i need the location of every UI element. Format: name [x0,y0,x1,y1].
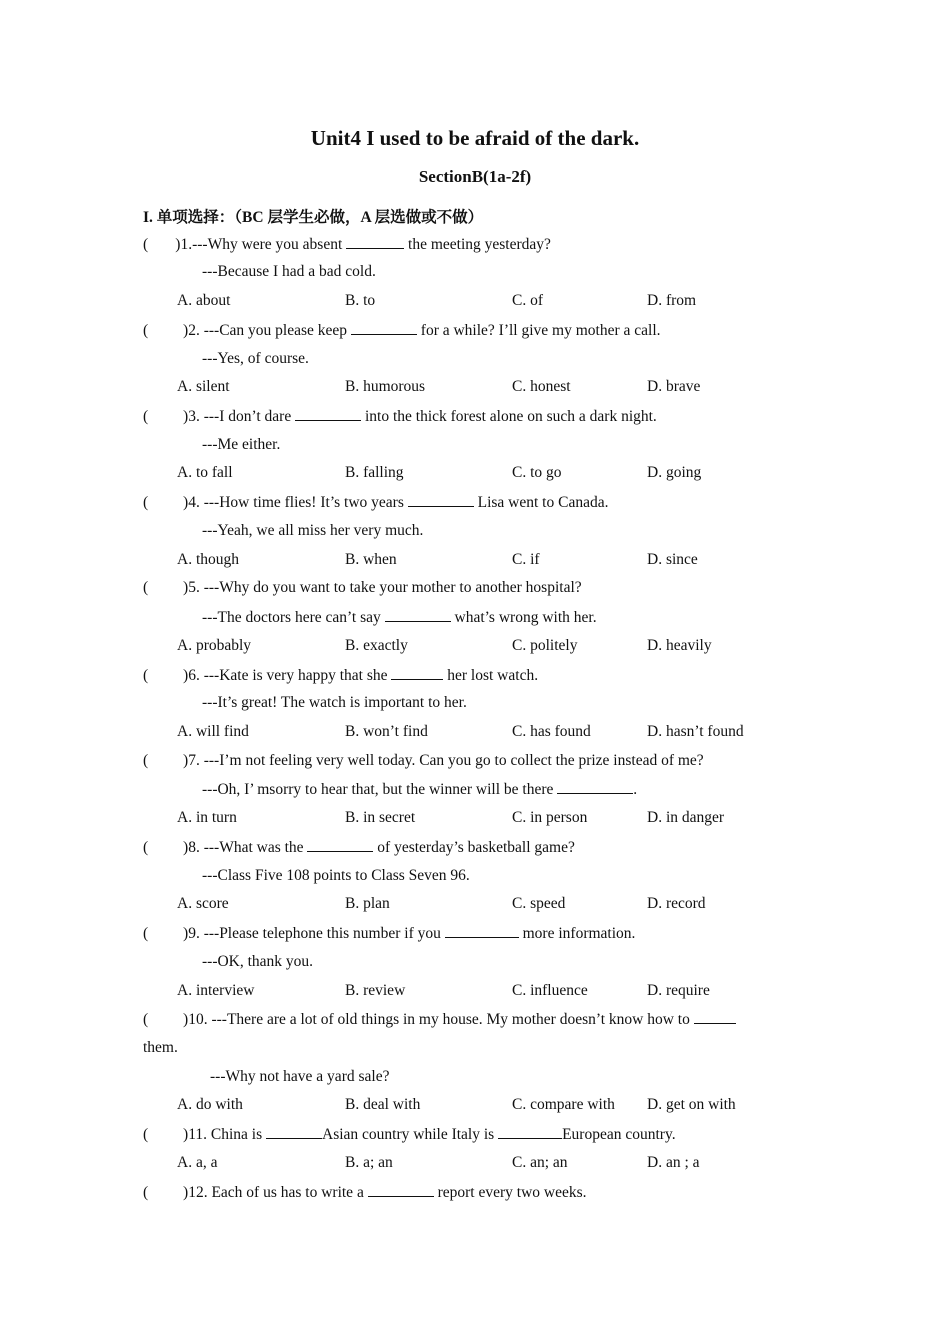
question-7 [143,751,704,771]
question-stem: into the thick forest alone on such a dark night. [361,408,657,425]
option-d: D. require [647,982,710,999]
answer-paren[interactable]: ( ) [143,1184,189,1201]
question-1 [143,234,551,255]
option-a: A. a, a [177,1154,218,1171]
option-a: A. interview [177,982,255,999]
answer-blank [385,607,451,622]
question-number: 4. [188,494,200,511]
answer-paren[interactable]: ( ) [143,667,189,684]
question-2-reply: ---Yes, of course. [202,350,309,367]
question-3 [143,406,657,427]
option-b: B. deal with [345,1096,421,1113]
option-b: B. won’t find [345,723,428,740]
question-stem: China is [207,1126,267,1143]
option-a: A. though [177,551,239,568]
question-12 [143,1182,587,1203]
question-stem: her lost watch. [443,667,539,684]
question-stem: ---There are a lot of old things in my house. My mother doesn’t know how to [207,1011,694,1028]
question-7-reply [202,779,637,800]
reply-text: ---Oh, I’ msorry to hear that, but the winner will be there [202,781,558,798]
option-c: C. if [512,551,540,568]
option-c: C. of [512,292,543,309]
option-c: C. in person [512,809,588,826]
question-5 [143,578,582,598]
option-b: B. falling [345,464,404,481]
option-d: D. get on with [647,1096,736,1113]
answer-blank [445,923,519,938]
option-c: C. has found [512,723,591,740]
question-5-reply [202,607,597,628]
option-b: B. a; an [345,1154,393,1171]
answer-blank [295,406,361,421]
question-stem: ---How time flies! It’s two years [199,494,408,511]
question-10 [143,1009,736,1030]
answer-paren[interactable]: ( ) [143,1011,189,1028]
question-stem: ---Kate is very happy that she [199,667,392,684]
answer-paren[interactable]: ( ) [143,322,189,339]
question-number: 1. [180,236,193,253]
question-9-reply: ---OK, thank you. [202,953,314,970]
option-d: D. an ; a [647,1154,700,1171]
reply-text: . [633,781,638,798]
question-2 [143,320,661,341]
question-6-reply: ---It’s great! The watch is important to her. [202,694,467,711]
question-number: 3. [188,408,200,425]
option-b: B. when [345,551,397,568]
option-c: C. an; an [512,1154,568,1171]
answer-blank [408,492,474,507]
question-number: 2. [188,322,200,339]
question-8-reply: ---Class Five 108 points to Class Seven 96. [202,867,470,884]
answer-blank [694,1009,736,1024]
question-number: 10. [188,1011,208,1028]
option-a: A. probably [177,637,252,654]
question-8 [143,837,575,858]
question-6 [143,665,538,686]
answer-paren[interactable]: ( ) [143,925,189,942]
answer-paren[interactable]: ( ) [143,579,189,596]
option-d: D. since [647,551,698,568]
option-c: C. honest [512,378,571,395]
question-stem: ---I’m not feeling very well today. Can you go to collect the prize instead of me? [199,752,704,769]
page-title: Unit4 I used to be afraid of the dark. [310,126,640,150]
answer-blank [346,234,404,249]
option-a: A. do with [177,1096,243,1113]
option-c: C. politely [512,637,578,654]
question-9 [143,923,635,944]
question-stem: ---Please telephone this number if you [199,925,445,942]
question-stem: ---Can you please keep [199,322,351,339]
answer-blank [307,837,373,852]
question-stem: Each of us has to write a [207,1184,368,1201]
answer-paren[interactable]: ( ) [143,408,189,425]
page-subtitle: SectionB(1a-2f) [418,167,532,186]
answer-paren[interactable]: ( ) [143,752,189,769]
question-1-reply: ---Because I had a bad cold. [202,263,376,280]
option-d: D. hasn’t found [647,723,744,740]
option-d: D. record [647,895,706,912]
question-number: 8. [188,839,200,856]
question-stem: ---What was the [199,839,308,856]
question-stem: ---Why were you absent [192,236,347,253]
answer-blank [557,779,633,794]
option-b: B. review [345,982,406,999]
answer-blank [498,1124,562,1139]
reply-text: what’s wrong with her. [450,609,597,626]
option-a: A. will find [177,723,249,740]
question-11 [143,1124,676,1145]
question-stem: Asian country while Italy is [322,1126,499,1143]
question-stem: report every two weeks. [433,1184,587,1201]
question-3-reply: ---Me either. [202,436,281,453]
option-a: A. in turn [177,809,237,826]
question-10-continued: them. [143,1039,178,1056]
question-4-reply: ---Yeah, we all miss her very much. [202,522,424,539]
option-d: D. heavily [647,637,712,654]
question-number: 9. [188,925,200,942]
option-c: C. compare with [512,1096,615,1113]
reply-text: ---The doctors here can’t say [202,609,385,626]
answer-paren[interactable]: ( ) [143,1126,189,1143]
option-b: B. in secret [345,809,416,826]
question-stem: for a while? I’ll give my mother a call. [416,322,661,339]
option-a: A. about [177,292,231,309]
question-number: 5. [188,579,200,596]
option-d: D. brave [647,378,701,395]
question-stem: of yesterday’s basketball game? [373,839,575,856]
option-b: B. exactly [345,637,408,654]
question-stem: ---I don’t dare [199,408,296,425]
option-a: A. score [177,895,229,912]
option-a: A. silent [177,378,230,395]
question-number: 11. [188,1126,208,1143]
question-stem: Lisa went to Canada. [473,494,609,511]
option-d: D. going [647,464,702,481]
option-b: B. humorous [345,378,426,395]
question-number: 7. [188,752,200,769]
question-number: 12. [188,1184,208,1201]
option-b: B. plan [345,895,390,912]
option-b: B. to [345,292,376,309]
answer-blank [266,1124,322,1139]
question-10-reply: ---Why not have a yard sale? [210,1068,390,1085]
question-stem: more information. [518,925,636,942]
answer-paren[interactable]: ( ) [143,494,189,511]
answer-blank [351,320,417,335]
option-d: D. in danger [647,809,725,826]
question-stem: European country. [562,1126,676,1143]
answer-paren[interactable]: ( ) [143,839,189,856]
option-c: C. influence [512,982,588,999]
question-4 [143,492,608,513]
answer-blank [391,665,443,680]
section-heading: I. 单项选择：（BC 层学生必做，A 层选做或不做） [143,209,484,226]
option-c: C. to go [512,464,562,481]
question-stem: the meeting yesterday? [404,236,551,253]
question-number: 6. [188,667,200,684]
option-a: A. to fall [177,464,233,481]
option-d: D. from [647,292,697,309]
answer-blank [368,1182,434,1197]
question-stem: ---Why do you want to take your mother to another hospital? [199,579,582,596]
answer-paren[interactable]: ( ) [143,236,181,253]
option-c: C. speed [512,895,566,912]
